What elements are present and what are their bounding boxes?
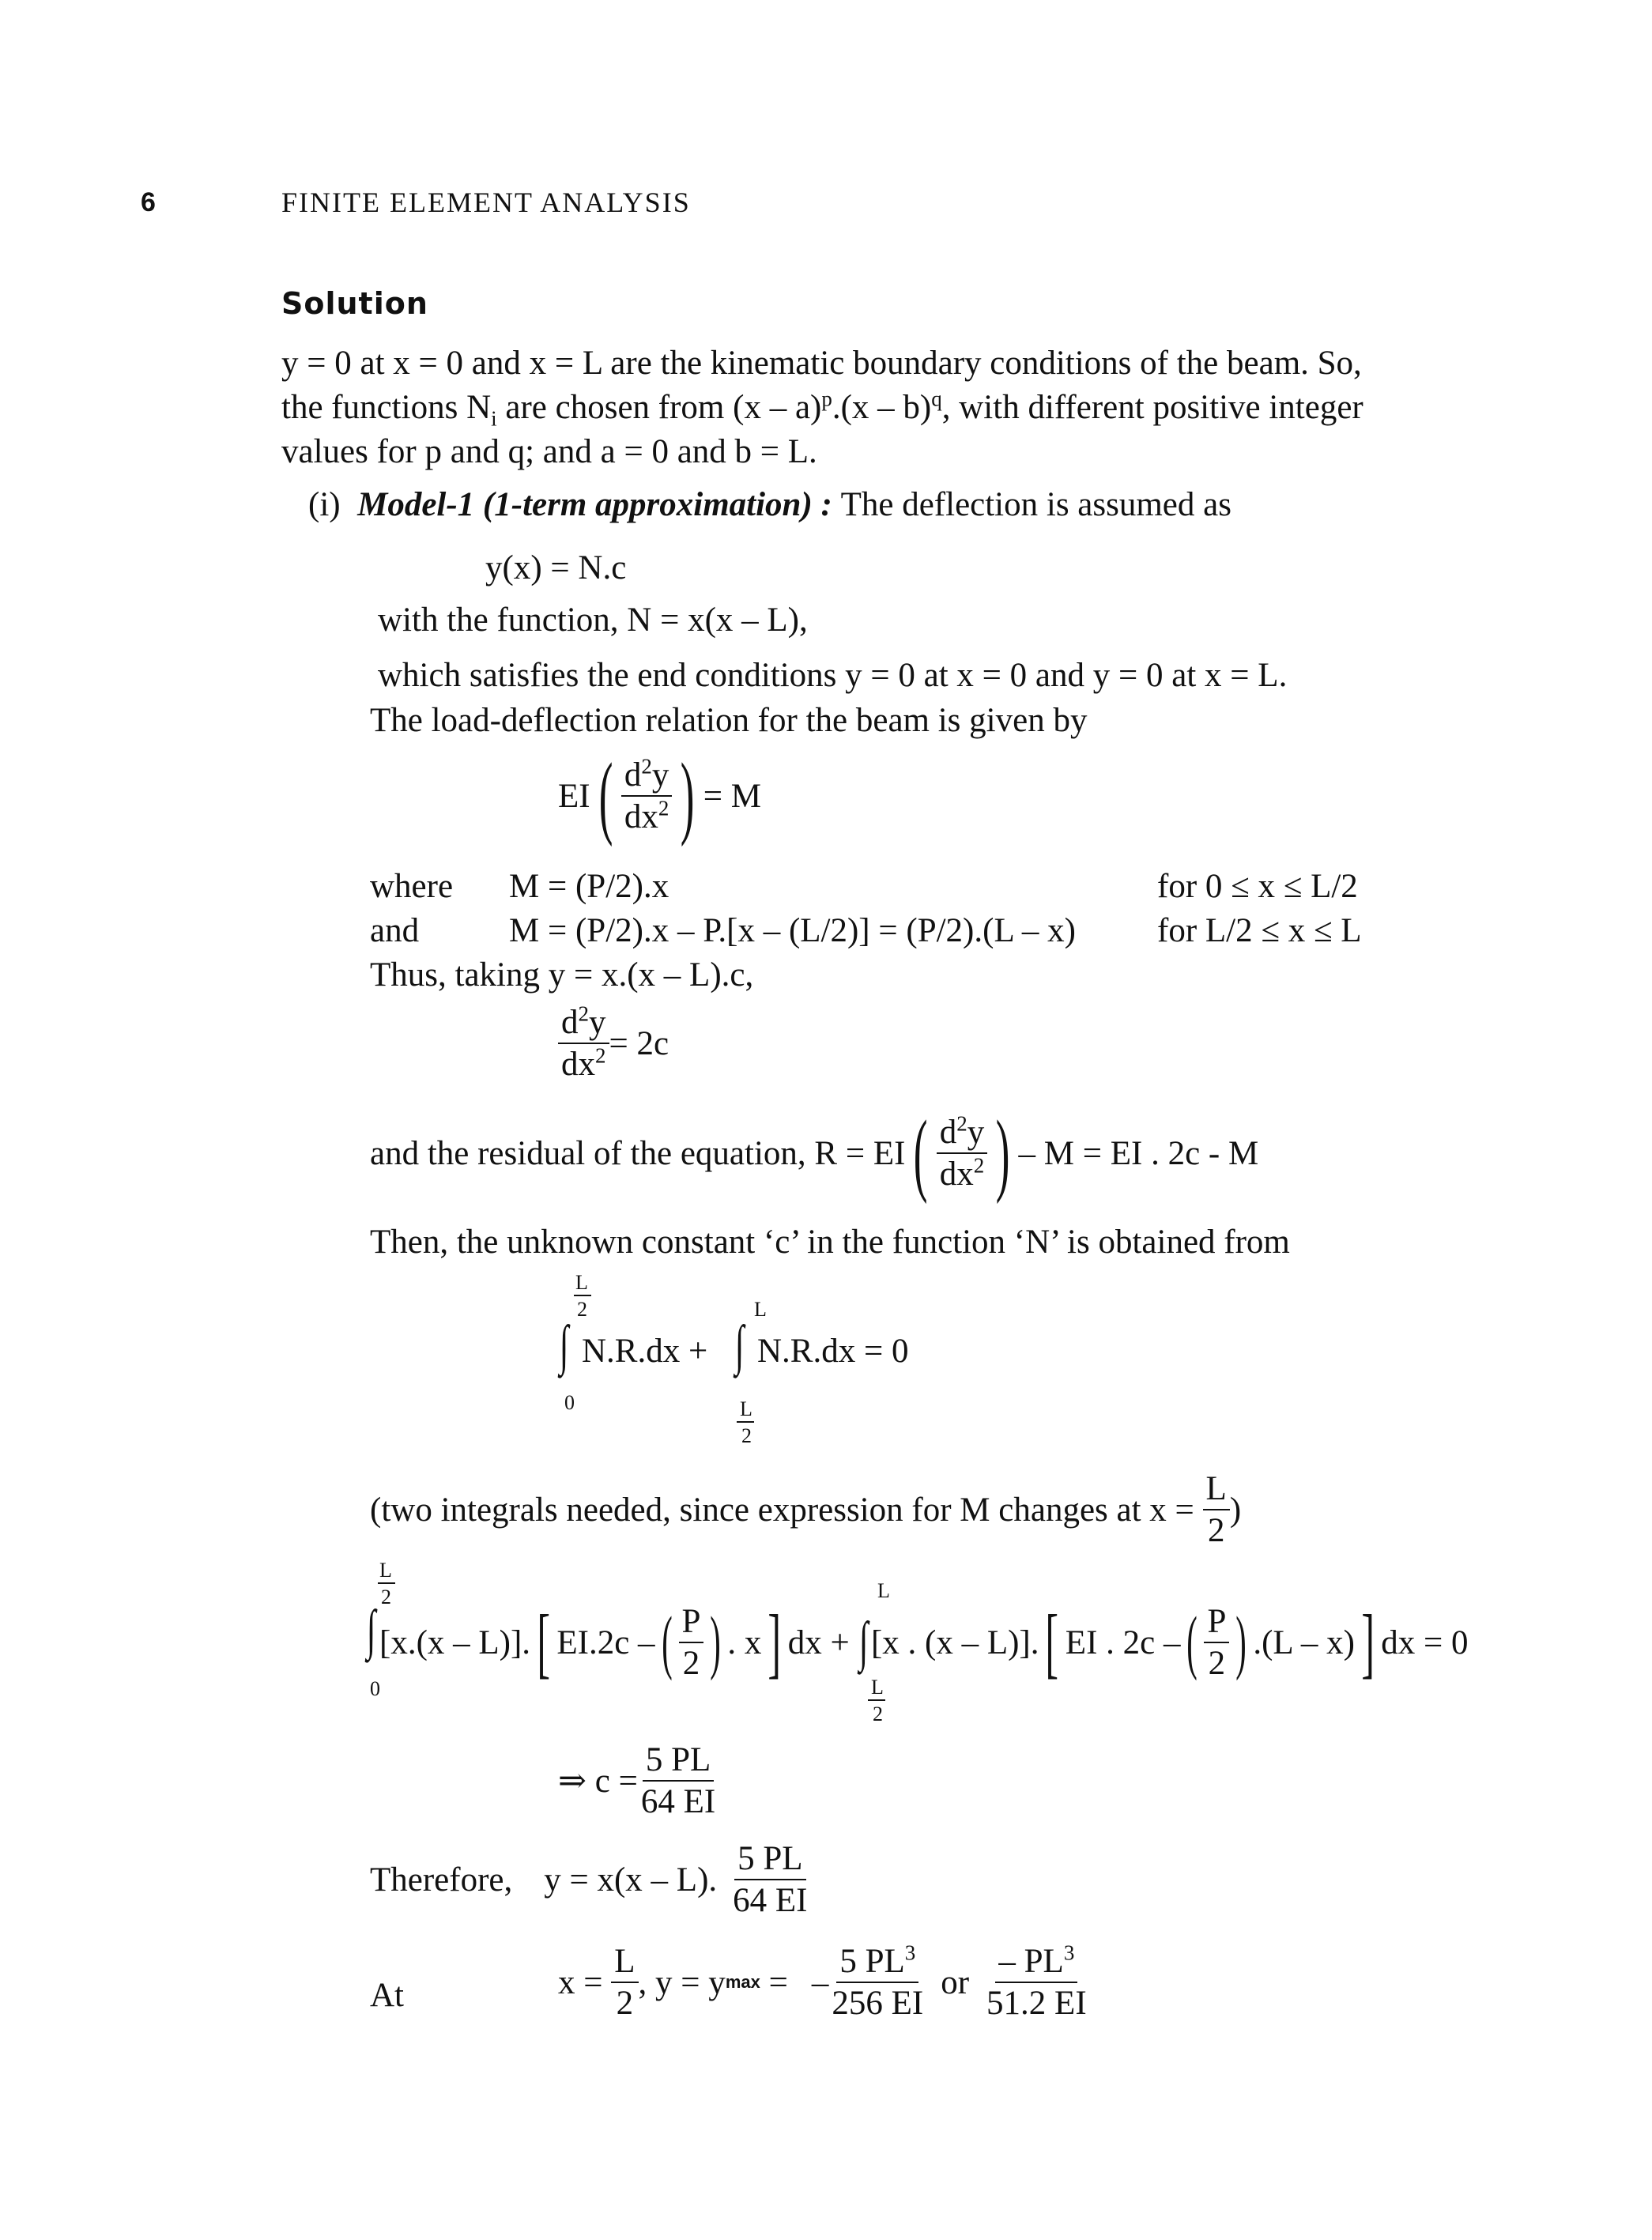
integral-equation: [553, 1271, 933, 1453]
text: dx: [939, 1156, 974, 1193]
moment-1: M = (P/2).x: [509, 868, 669, 905]
text: q: [931, 387, 942, 411]
text: 2: [1208, 1645, 1226, 1682]
text: N.R.dx +: [582, 1333, 708, 1370]
eq-moment: [558, 744, 761, 847]
text: 5 PL: [839, 1943, 905, 1980]
text: .(L – x): [1253, 1623, 1355, 1661]
text: 2: [658, 796, 669, 820]
text: and the residual of the equation, R = EI: [370, 1134, 906, 1172]
fraction-d2y-dx2: [937, 1111, 988, 1193]
fraction-P-2: [679, 1605, 704, 1680]
text: 2: [1207, 1512, 1225, 1549]
text: 2: [682, 1645, 700, 1682]
eq-second-derivative: [558, 1001, 669, 1083]
lower-limit-L: L: [871, 1676, 884, 1699]
eq-y-final: [370, 1842, 810, 1918]
limit-bar: [737, 1421, 754, 1423]
left-paren: (: [598, 744, 613, 847]
text: – M = EI . 2c - M: [1018, 1134, 1259, 1172]
eq-y-nc: y(x) = N.c: [485, 549, 627, 586]
model-title: Model-1 (1-term approximation) :: [357, 486, 832, 523]
integral-sign: ∫: [734, 1315, 745, 1376]
integral-sign: ∫: [858, 1612, 869, 1672]
text: = 2c: [609, 1024, 669, 1062]
satisfies-line: which satisfies the end conditions y = 0 at x = 0 and y = 0 at x = L.: [378, 657, 1288, 694]
two-integrals-line: [370, 1472, 1241, 1548]
right-paren: ): [996, 1101, 1010, 1205]
text: y = x(x – L).: [544, 1861, 718, 1899]
fraction-ymax: [828, 1940, 926, 2022]
text: N.R.dx = 0: [757, 1333, 909, 1370]
text: p: [821, 387, 832, 411]
intro-line-1: y = 0 at x = 0 and x = L are the kinematic boundary conditions of the beam. So,: [281, 345, 1362, 382]
lower-limit-0: 0: [370, 1677, 380, 1700]
eq-c-value: [558, 1743, 719, 1819]
eq-ymax: x = $\frac{L}{2}$ , y = y max = – $\frac{5 PL^3}{256 EI}$ or $\frac{- PL^3}{51.2 EI}$: [558, 1944, 1090, 2020]
moment-2: M = (P/2).x – P.[x – (L/2)] = (P/2).(L – x): [509, 912, 1076, 949]
text: d: [624, 756, 642, 794]
item-label: (i): [308, 486, 341, 523]
text: 51.2 EI: [986, 1985, 1087, 2022]
text: 5 PL: [643, 1743, 714, 1782]
text: – PL: [998, 1943, 1064, 1980]
text: or: [941, 1963, 970, 2001]
big-integral-expression: [364, 1559, 1486, 1748]
text: the functions N: [281, 389, 492, 426]
limit-bar: [868, 1699, 885, 1701]
intro-line-3: values for p and q; and a = 0 and b = L.: [281, 433, 817, 470]
text: EI: [558, 777, 590, 815]
lower-limit-2: 2: [741, 1424, 752, 1447]
text: d: [939, 1114, 957, 1151]
and-label: and: [370, 912, 420, 949]
where-label: where: [370, 868, 454, 905]
text: 256 EI: [832, 1985, 924, 2022]
text: .(x – b): [832, 389, 932, 426]
text: –: [811, 1963, 829, 2001]
left-paren: (: [661, 1603, 673, 1681]
model1-title-line: [308, 488, 1231, 522]
upper-limit-2: 2: [381, 1586, 391, 1608]
left-paren: (: [914, 1101, 928, 1205]
text: y: [651, 756, 669, 794]
text: 5 PL: [734, 1842, 805, 1880]
text: . x: [727, 1623, 762, 1661]
lower-limit-2: 2: [873, 1703, 883, 1725]
limit-bar: [574, 1295, 591, 1296]
running-title: FINITE ELEMENT ANALYSIS: [281, 187, 691, 218]
range-1: for 0 ≤ x ≤ L/2: [1157, 868, 1358, 905]
text: P: [679, 1605, 704, 1643]
text: [x.(x – L)].: [379, 1623, 531, 1661]
load-relation-line: The load-deflection relation for the beam is given by: [370, 702, 1088, 739]
text: 2: [578, 1001, 589, 1026]
fraction-c: [638, 1743, 719, 1819]
upper-limit-L: L: [754, 1298, 767, 1321]
text: dx: [561, 1046, 595, 1083]
text: dx +: [787, 1623, 850, 1661]
text: ⇒ c =: [558, 1762, 638, 1800]
fraction-c: [730, 1842, 810, 1918]
fraction-L-2: [1203, 1472, 1230, 1548]
text: = M: [703, 777, 761, 815]
text: 2: [973, 1153, 985, 1178]
left-bracket: [: [537, 1598, 551, 1686]
model-desc: The deflection is assumed as: [840, 486, 1231, 523]
text: d: [561, 1004, 579, 1041]
text: EI . 2c –: [1065, 1623, 1181, 1661]
page-number: 6: [141, 187, 156, 217]
fraction-ymax-alt: [983, 1940, 1090, 2022]
text: Therefore,: [370, 1861, 513, 1899]
upper-limit-L: L: [877, 1579, 890, 1602]
text: 3: [1063, 1940, 1075, 1965]
right-bracket: ]: [768, 1598, 782, 1686]
integrand-1: [379, 1598, 1469, 1686]
fraction-d2y-dx2: [558, 1001, 609, 1083]
fraction-d2y-dx2: [621, 754, 673, 835]
upper-limit-L: L: [575, 1271, 588, 1294]
residual-line: [370, 1101, 1259, 1205]
at-label: At: [370, 1977, 404, 2014]
fraction-L-2: [611, 1944, 638, 2020]
left-paren: (: [1186, 1603, 1198, 1681]
right-paren: ): [681, 744, 695, 847]
text: 2: [595, 1043, 606, 1068]
right-bracket: ]: [1361, 1598, 1375, 1686]
thus-line: Thus, taking y = x.(x – L).c,: [370, 956, 754, 994]
lower-limit-0: 0: [564, 1391, 575, 1414]
intro-line-2: [281, 387, 1363, 431]
text: L: [611, 1944, 638, 1983]
text: i: [491, 406, 497, 431]
section-heading: Solution: [281, 286, 428, 321]
lower-limit-L: L: [740, 1397, 752, 1420]
then-line: Then, the unknown constant ‘c’ in the function ‘N’ is obtained from: [370, 1224, 1290, 1261]
text: 2: [956, 1111, 967, 1136]
limit-bar: [378, 1582, 395, 1584]
range-2: for L/2 ≤ x ≤ L: [1157, 912, 1362, 949]
text: 2: [641, 754, 652, 779]
text: 64 EI: [733, 1882, 808, 1919]
upper-limit-2: 2: [577, 1298, 587, 1321]
text: P: [1204, 1605, 1229, 1643]
text: =: [768, 1963, 788, 2001]
fraction-P-2: [1204, 1605, 1229, 1680]
text: (two integrals needed, since expression for M changes at x =: [370, 1491, 1194, 1529]
text: ): [1229, 1491, 1242, 1529]
text: L: [1203, 1472, 1230, 1510]
right-paren: ): [710, 1603, 722, 1681]
text: y: [589, 1004, 606, 1041]
text: are chosen from (x – a): [496, 389, 822, 426]
integral-sign: ∫: [559, 1315, 569, 1376]
integral-sign: ∫: [366, 1600, 376, 1661]
text: dx = 0: [1381, 1623, 1469, 1661]
right-paren: ): [1235, 1603, 1247, 1681]
text: 2: [616, 1985, 634, 2022]
text: 3: [904, 1940, 916, 1965]
function-line: with the function, N = x(x – L),: [378, 601, 808, 639]
upper-limit-L: L: [379, 1559, 392, 1582]
text: EI.2c –: [556, 1623, 655, 1661]
text: x =: [558, 1963, 603, 2001]
text: , y = y: [638, 1963, 726, 2001]
text: dx: [624, 798, 658, 835]
text: , with different positive integer: [941, 389, 1363, 426]
text: 64 EI: [640, 1783, 716, 1820]
text: y: [967, 1114, 985, 1151]
text: [x . (x – L)].: [870, 1623, 1039, 1661]
left-bracket: [: [1045, 1598, 1059, 1686]
